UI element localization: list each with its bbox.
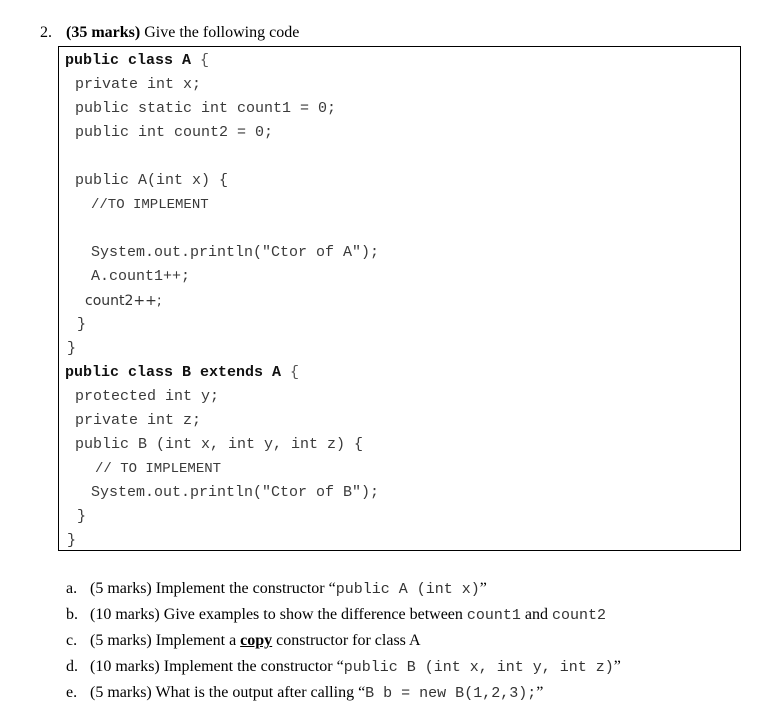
question-number: 2. — [40, 24, 52, 41]
class-a-declaration — [65, 52, 209, 70]
a-constructor-println: System.out.println("Ctor of A"); — [91, 244, 380, 261]
b-constructor-close-brace: } — [77, 508, 87, 525]
subquestion-d: d. (10 marks) Implement the constructor “public B (int x, int y, int z)” — [66, 658, 621, 676]
b-field-y: protected int y; — [75, 388, 220, 405]
a-constructor-close-brace: } — [77, 316, 87, 333]
class-b-open-brace: { — [281, 364, 300, 381]
subquestion-letter: c. — [66, 632, 78, 649]
a-constructor-signature: public A(int x) { — [75, 172, 229, 189]
a-field-count2: public int count2 = 0; — [75, 124, 274, 141]
subquestion-b: b. (10 marks) Give examples to show the difference between count1 and count2 — [66, 606, 607, 624]
a-constructor-count2-increment: count2++; — [85, 293, 162, 309]
a-constructor-count1-increment: A.count1++; — [91, 268, 191, 285]
a-field-x: private int x; — [75, 76, 202, 93]
a-constructor-comment: //TO IMPLEMENT — [91, 197, 209, 213]
class-b-declaration — [65, 364, 299, 382]
a-field-count1: public static int count1 = 0; — [75, 100, 337, 117]
question-prompt: Give the following code — [140, 24, 300, 41]
b-constructor-signature: public B (int x, int y, int z) { — [75, 436, 364, 453]
b-constructor-println: System.out.println("Ctor of B"); — [91, 484, 380, 501]
class-b-close-brace: } — [67, 532, 77, 549]
class-a-header: public class A — [65, 52, 192, 69]
subquestion-c: c. (5 marks) Implement a copy constructor for class A — [66, 632, 421, 649]
subquestion-letter: d. — [66, 658, 78, 675]
subquestion-letter: b. — [66, 606, 78, 623]
subquestion-e: e. (5 marks) What is the output after calling “B b = new B(1,2,3);” — [66, 684, 544, 702]
class-a-open-brace: { — [191, 52, 210, 69]
class-b-header: public class B extends A — [65, 364, 282, 381]
b-field-z: private int z; — [75, 412, 202, 429]
class-a-close-brace: } — [67, 340, 77, 357]
code-block — [58, 46, 741, 551]
subquestion-letter: e. — [66, 684, 78, 701]
b-constructor-comment: // TO IMPLEMENT — [95, 461, 222, 477]
question-marks: (35 marks) — [66, 24, 141, 41]
question-header — [40, 24, 299, 42]
subquestion-letter: a. — [66, 580, 78, 597]
subquestion-a: a. (5 marks) Implement the constructor “public A (int x)” — [66, 580, 487, 598]
copy-emphasis: copy — [240, 632, 273, 649]
